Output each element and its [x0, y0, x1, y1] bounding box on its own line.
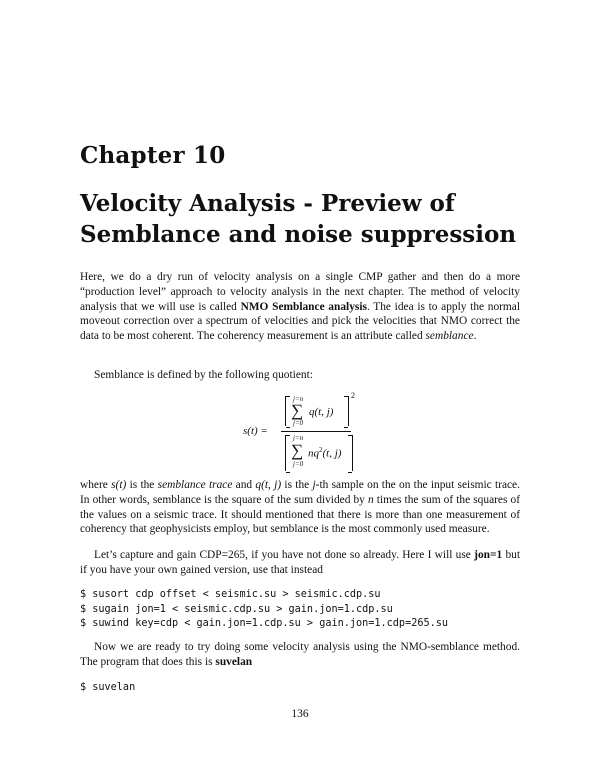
expl-text-b: is the: [126, 479, 158, 491]
semblance-explanation: [80, 478, 520, 537]
expl-text-e: -th sample on the on the input seismic trace. In other words, semblance is the square of the sum divided by: [80, 479, 520, 506]
chapter-label: Chapter 10: [80, 142, 226, 169]
semblance-trace-term: semblance trace: [157, 479, 233, 491]
code-line: $ sugain jon=1 < seismic.cdp.su > gain.jon=1.cdp.su: [80, 603, 393, 615]
numerator-lower-limit: j=0: [293, 419, 304, 427]
numerator-upper-limit: j=n: [293, 395, 304, 403]
numerator-sum-symbol: ∑: [291, 401, 304, 420]
chapter-title: [80, 188, 540, 250]
denominator-args: (t, j): [322, 447, 342, 460]
denominator-sum-symbol: ∑: [291, 441, 304, 460]
fraction-bar: [281, 431, 351, 432]
code-line: $ suvelan: [80, 682, 136, 693]
denominator-power: 2: [319, 446, 323, 454]
semblance-term: semblance: [425, 330, 474, 343]
intro-text-c: .: [473, 330, 477, 343]
expl-text-d: is the: [281, 479, 313, 491]
expl-text-c: and: [232, 479, 256, 491]
code-block-suvelan: [80, 681, 135, 696]
intro-text-a: Here, we do a dry run of velocity analysis on a single CMP gather and then do a more “production level” approach to velocity analysis in the next chapter. The method of velocity analysis that we will use is called: [80, 271, 520, 313]
expl-j: j: [312, 479, 316, 491]
denominator-nq: nq: [308, 447, 319, 460]
numerator-term: q(t, j): [309, 406, 334, 418]
jon-term: jon=1: [474, 549, 503, 561]
capture-text-b: but if you have your own gained version, use that instead: [80, 549, 521, 576]
numerator-power: 2: [351, 391, 355, 400]
capture-text-a: Let’s capture and gain CDP=265, if you have not done so already. Here I will use: [94, 549, 475, 561]
code-line: $ susort cdp offset < seismic.su > seismic.cdp.su: [80, 589, 381, 600]
semblance-definition-intro: Semblance is defined by the following quotient:: [94, 369, 313, 381]
expl-qtj: q(t, j): [255, 479, 282, 491]
expl-text-f: times the sum of the squares of the values on a seismic trace. It should mentioned that there is more than one measurement of coherency that geophysicists employ, but semblance is the most commonly used measure.: [80, 493, 520, 536]
equation-lhs: s(t) =: [243, 425, 268, 437]
intro-paragraph: [80, 270, 520, 344]
chapter-title-line-2: Semblance and noise suppression: [80, 221, 517, 248]
intro-text-b: . The idea is to apply the normal moveout correction over a spectrum of velocities and pick the velocities that NMO correct the data to be most coherent. The coherency measurement is an attribute called: [80, 300, 521, 343]
nmo-semblance-term: NMO Semblance analysis: [240, 300, 367, 313]
velocity-analysis-paragraph: [80, 640, 520, 670]
capture-cdp-paragraph: [80, 548, 520, 578]
expl-text-a: where: [80, 479, 112, 491]
denominator-term: [308, 446, 341, 460]
velan-text-a: Now we are ready to try doing some velocity analysis using the NMO-semblance method. The program that does this is: [80, 641, 520, 668]
code-block-sort-gain-window: [80, 588, 448, 632]
chapter-title-line-1: Velocity Analysis - Preview of: [80, 190, 455, 217]
expl-st: s(t): [111, 479, 127, 491]
page-number: 136: [291, 708, 309, 720]
expl-n: n: [367, 493, 374, 506]
denominator-lower-limit: j=0: [293, 460, 304, 468]
denominator-upper-limit: j=n: [293, 434, 304, 442]
suvelan-term: suvelan: [215, 655, 253, 668]
semblance-equation: [243, 393, 363, 475]
code-line: $ suwind key=cdp < gain.jon=1.cdp.su > gain.jon=1.cdp=265.su: [80, 618, 449, 629]
